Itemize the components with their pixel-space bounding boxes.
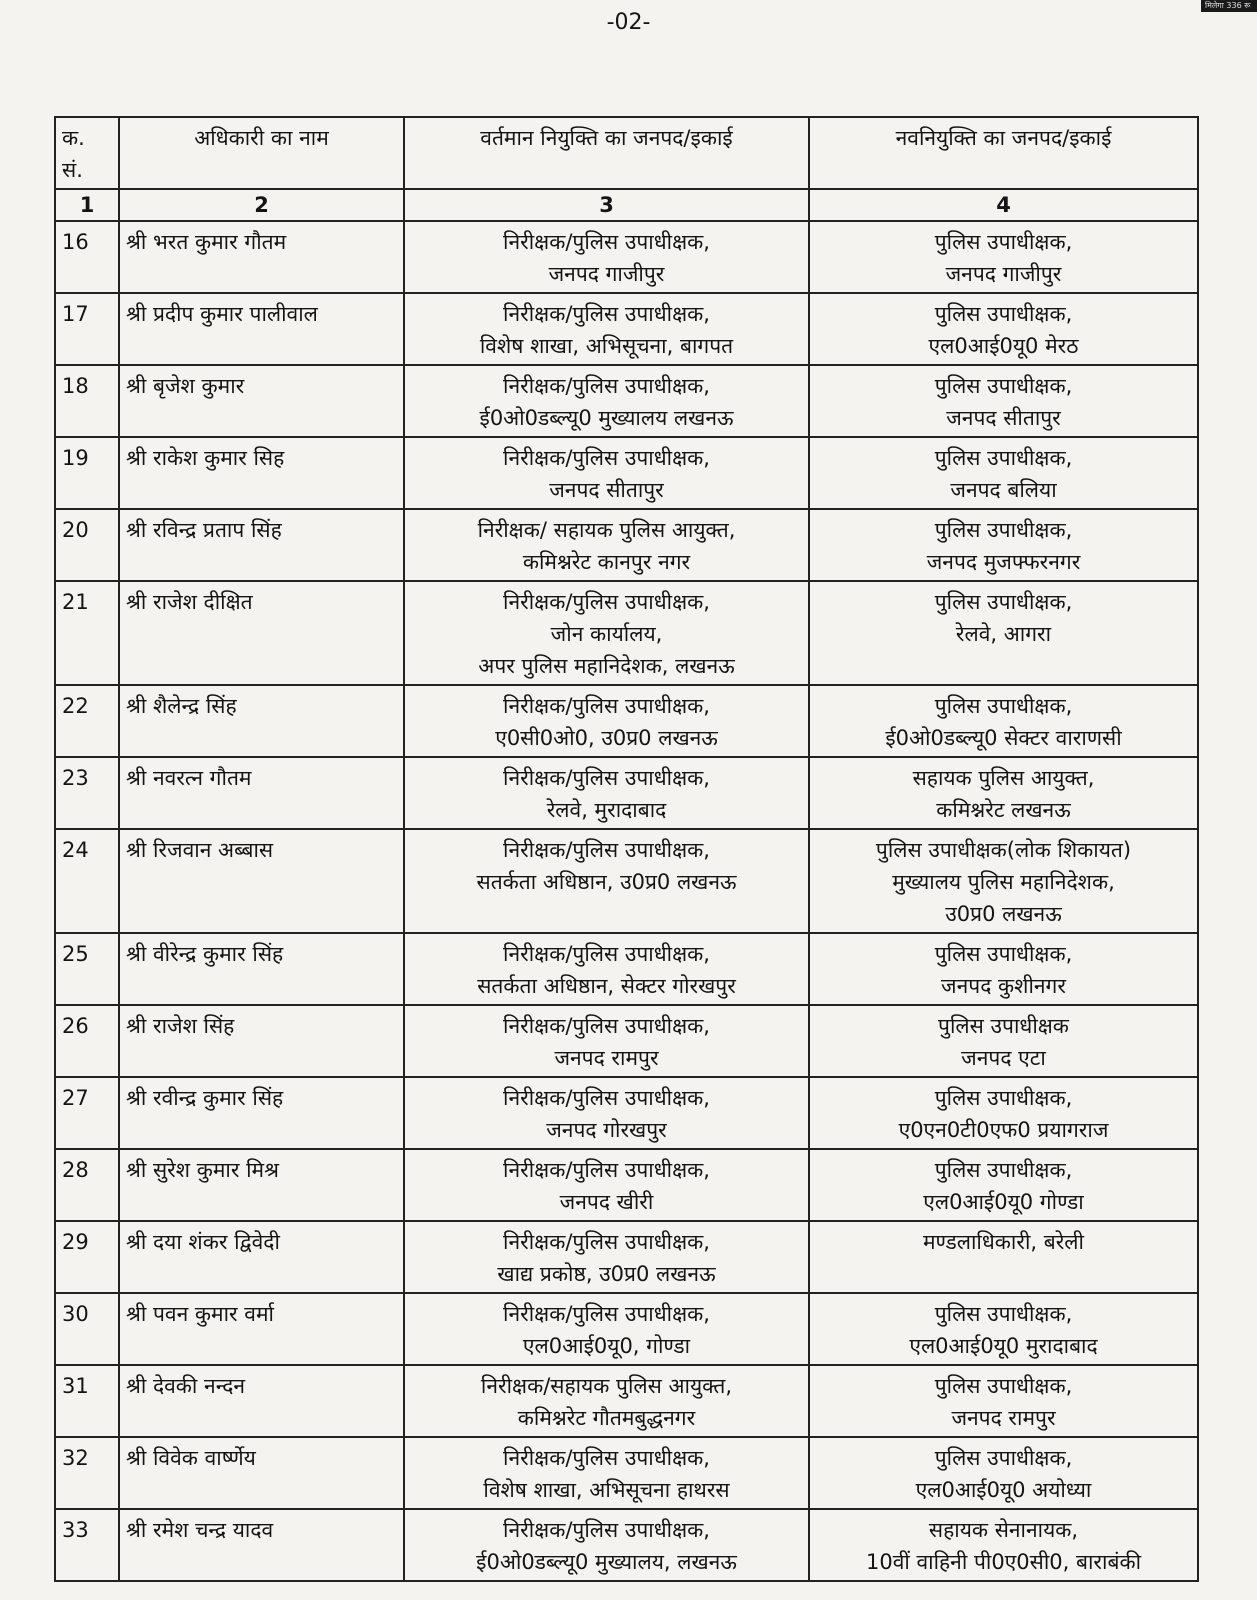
officer-name: श्री दया शंकर द्विवेदी [119,1221,404,1293]
current-posting [404,437,809,509]
posting-line: रेलवे, मुरादाबाद [546,798,667,822]
officer-name: श्री वीरेन्द्र कुमार सिंह [119,933,404,1005]
posting-line: पुलिस उपाधीक्षक, [934,518,1073,542]
posting-line: पुलिस उपाधीक्षक, [934,302,1073,326]
table-row [55,685,1198,757]
corner-tag: मिलेगा 336 रू [1201,0,1257,12]
serial-number: 18 [55,365,119,437]
current-posting [404,757,809,829]
posting-line: पुलिस उपाधीक्षक, [934,590,1073,614]
current-posting [404,933,809,1005]
serial-number: 16 [55,221,119,293]
serial-number: 20 [55,509,119,581]
posting-line: जनपद रामपुर [554,1046,659,1070]
table-row [55,437,1198,509]
table-row [55,221,1198,293]
current-posting [404,685,809,757]
table-row [55,1221,1198,1293]
posting-line: जनपद रामपुर [951,1406,1056,1430]
posting-line: निरीक्षक/पुलिस उपाधीक्षक, [503,302,710,326]
current-posting [404,1365,809,1437]
posting-line: विशेष शाखा, अभिसूचना हाथरस [483,1478,730,1502]
current-posting [404,1077,809,1149]
posting-line: जनपद सीतापुर [549,478,664,502]
posting-line: निरीक्षक/पुलिस उपाधीक्षक, [503,1446,710,1470]
posting-line: निरीक्षक/ सहायक पुलिस आयुक्त, [477,518,736,542]
posting-line: निरीक्षक/पुलिस उपाधीक्षक, [503,942,710,966]
column-number: 4 [809,189,1198,221]
posting-line: कमिश्नरेट लखनऊ [936,798,1071,822]
new-posting [809,1005,1198,1077]
posting-line: निरीक्षक/पुलिस उपाधीक्षक, [503,1230,710,1254]
officer-name: श्री नवरत्न गौतम [119,757,404,829]
posting-line: मण्डलाधिकारी, बरेली [922,1230,1084,1254]
officer-name: श्री पवन कुमार वर्मा [119,1293,404,1365]
table-row [55,1293,1198,1365]
posting-line: मुख्यालय पुलिस महानिदेशक, [892,870,1115,894]
officer-name: श्री रिजवान अब्बास [119,829,404,933]
posting-line: कमिश्नरेट कानपुर नगर [522,550,691,574]
officer-name: श्री राजेश सिंह [119,1005,404,1077]
posting-line: रेलवे, आगरा [955,622,1052,646]
posting-line: पुलिस उपाधीक्षक, [934,1302,1073,1326]
posting-line: ई0ओ0डब्ल्यू0 सेक्टर वाराणसी [885,726,1122,750]
posting-line: पुलिस उपाधीक्षक, [934,446,1073,470]
posting-line: जनपद गाजीपुर [548,262,665,286]
posting-line: सतर्कता अधिष्ठान, उ0प्र0 लखनऊ [476,870,737,894]
header-serial-number: क. सं. [55,117,119,189]
table-row [55,509,1198,581]
table-row [55,829,1198,933]
column-number: 2 [119,189,404,221]
page-number: -02- [606,10,651,35]
table-row [55,293,1198,365]
serial-number: 24 [55,829,119,933]
current-posting [404,509,809,581]
posting-line: निरीक्षक/सहायक पुलिस आयुक्त, [480,1374,733,1398]
serial-number: 26 [55,1005,119,1077]
header-officer-name: अधिकारी का नाम [119,117,404,189]
new-posting [809,221,1198,293]
current-posting [404,1221,809,1293]
posting-line: जनपद बलिया [950,478,1057,502]
posting-line: निरीक्षक/पुलिस उपाधीक्षक, [503,374,710,398]
posting-line: जोन कार्यालय, [550,622,663,646]
serial-number: 32 [55,1437,119,1509]
current-posting [404,365,809,437]
table-row [55,1077,1198,1149]
table-row [55,1437,1198,1509]
column-number: 1 [55,189,119,221]
posting-line: पुलिस उपाधीक्षक, [934,942,1073,966]
posting-line: ए0एन0टी0एफ0 प्रयागराज [898,1118,1109,1142]
posting-line: निरीक्षक/पुलिस उपाधीक्षक, [503,1302,710,1326]
current-posting [404,829,809,933]
header-current-posting: वर्तमान नियुक्ति का जनपद/इकाई [404,117,809,189]
officer-name: श्री रवीन्द्र कुमार सिंह [119,1077,404,1149]
new-posting [809,829,1198,933]
current-posting [404,221,809,293]
new-posting [809,1077,1198,1149]
new-posting [809,1365,1198,1437]
officer-name: श्री भरत कुमार गौतम [119,221,404,293]
posting-line: पुलिस उपाधीक्षक, [934,1374,1073,1398]
posting-line: पुलिस उपाधीक्षक, [934,230,1073,254]
serial-number: 19 [55,437,119,509]
posting-line: विशेष शाखा, अभिसूचना, बागपत [479,334,734,358]
posting-line: जनपद खीरी [559,1190,654,1214]
new-posting [809,365,1198,437]
posting-line: पुलिस उपाधीक्षक, [934,694,1073,718]
transfer-table [54,116,1199,1582]
posting-line: सतर्कता अधिष्ठान, सेक्टर गोरखपुर [477,974,736,998]
posting-line: निरीक्षक/पुलिस उपाधीक्षक, [503,1014,710,1038]
new-posting [809,509,1198,581]
officer-name: श्री बृजेश कुमार [119,365,404,437]
officer-name: श्री देवकी नन्दन [119,1365,404,1437]
header-row [55,117,1198,189]
table-row [55,1509,1198,1581]
serial-number: 30 [55,1293,119,1365]
posting-line: निरीक्षक/पुलिस उपाधीक्षक, [503,838,710,862]
new-posting [809,581,1198,685]
column-number-row [55,189,1198,221]
current-posting [404,1437,809,1509]
serial-number: 22 [55,685,119,757]
new-posting [809,1149,1198,1221]
table-row [55,757,1198,829]
new-posting [809,293,1198,365]
posting-line: जनपद मुजफ्फरनगर [926,550,1081,574]
serial-number: 28 [55,1149,119,1221]
posting-line: पुलिस उपाधीक्षक [938,1014,1069,1038]
posting-line: पुलिस उपाधीक्षक, [934,1446,1073,1470]
officer-name: श्री शैलेन्द्र सिंह [119,685,404,757]
posting-line: जनपद सीतापुर [946,406,1061,430]
table-row [55,1005,1198,1077]
posting-line: निरीक्षक/पुलिस उपाधीक्षक, [503,590,710,614]
posting-line: पुलिस उपाधीक्षक(लोक शिकायत) [875,838,1132,862]
posting-line: निरीक्षक/पुलिस उपाधीक्षक, [503,230,710,254]
current-posting [404,1149,809,1221]
posting-line: 10वीं वाहिनी पी0ए0सी0, बाराबंकी [865,1550,1142,1574]
officer-name: श्री रमेश चन्द्र यादव [119,1509,404,1581]
serial-number: 29 [55,1221,119,1293]
table-row [55,581,1198,685]
posting-line: एल0आई0यू0 मेरठ [928,334,1079,358]
posting-line: खाद्य प्रकोष्ठ, उ0प्र0 लखनऊ [497,1262,716,1286]
new-posting [809,437,1198,509]
table-row [55,1365,1198,1437]
posting-line: जनपद एटा [961,1046,1046,1070]
posting-line: एल0आई0यू0 अयोध्या [915,1478,1092,1502]
posting-line: जनपद कुशीनगर [941,974,1066,998]
posting-line: सहायक सेनानायक, [928,1518,1079,1542]
new-posting [809,1437,1198,1509]
officer-name: श्री प्रदीप कुमार पालीवाल [119,293,404,365]
current-posting [404,1293,809,1365]
table-row [55,365,1198,437]
current-posting [404,581,809,685]
new-posting [809,933,1198,1005]
posting-line: ई0ओ0डब्ल्यू0 मुख्यालय, लखनऊ [476,1550,737,1574]
new-posting [809,1509,1198,1581]
posting-line: निरीक्षक/पुलिस उपाधीक्षक, [503,1086,710,1110]
posting-line: पुलिस उपाधीक्षक, [934,1086,1073,1110]
posting-line: जनपद गाजीपुर [945,262,1062,286]
current-posting [404,1005,809,1077]
posting-line: निरीक्षक/पुलिस उपाधीक्षक, [503,1518,710,1542]
posting-line: पुलिस उपाधीक्षक, [934,1158,1073,1182]
serial-number: 17 [55,293,119,365]
table-row [55,1149,1198,1221]
posting-line: उ0प्र0 लखनऊ [945,902,1062,926]
posting-line: निरीक्षक/पुलिस उपाधीक्षक, [503,446,710,470]
posting-line: एल0आई0यू0, गोण्डा [522,1334,691,1358]
posting-line: पुलिस उपाधीक्षक, [934,374,1073,398]
officer-name: श्री सुरेश कुमार मिश्र [119,1149,404,1221]
officer-name: श्री राकेश कुमार सिह [119,437,404,509]
officer-name: श्री विवेक वार्ष्णेय [119,1437,404,1509]
posting-line: कमिश्नरेट गौतमबुद्धनगर [517,1406,696,1430]
posting-line: निरीक्षक/पुलिस उपाधीक्षक, [503,766,710,790]
posting-line: ए0सी0ओ0, उ0प्र0 लखनऊ [495,726,718,750]
posting-line: निरीक्षक/पुलिस उपाधीक्षक, [503,694,710,718]
posting-line: एल0आई0यू0 गोण्डा [923,1190,1084,1214]
posting-line: ई0ओ0डब्ल्यू0 मुख्यालय लखनऊ [479,406,734,430]
serial-number: 23 [55,757,119,829]
header-new-posting: नवनियुक्ति का जनपद/इकाई [809,117,1198,189]
table-row [55,933,1198,1005]
officer-name: श्री राजेश दीक्षित [119,581,404,685]
new-posting [809,685,1198,757]
posting-line: सहायक पुलिस आयुक्त, [912,766,1095,790]
posting-line: अपर पुलिस महानिदेशक, लखनऊ [478,654,735,678]
serial-number: 31 [55,1365,119,1437]
posting-line: निरीक्षक/पुलिस उपाधीक्षक, [503,1158,710,1182]
current-posting [404,293,809,365]
posting-line: एल0आई0यू0 मुरादाबाद [909,1334,1098,1358]
column-number: 3 [404,189,809,221]
posting-line: जनपद गोरखपुर [546,1118,667,1142]
new-posting [809,1293,1198,1365]
new-posting [809,1221,1198,1293]
officer-name: श्री रविन्द्र प्रताप सिंह [119,509,404,581]
serial-number: 27 [55,1077,119,1149]
serial-number: 33 [55,1509,119,1581]
serial-number: 21 [55,581,119,685]
serial-number: 25 [55,933,119,1005]
current-posting [404,1509,809,1581]
new-posting [809,757,1198,829]
